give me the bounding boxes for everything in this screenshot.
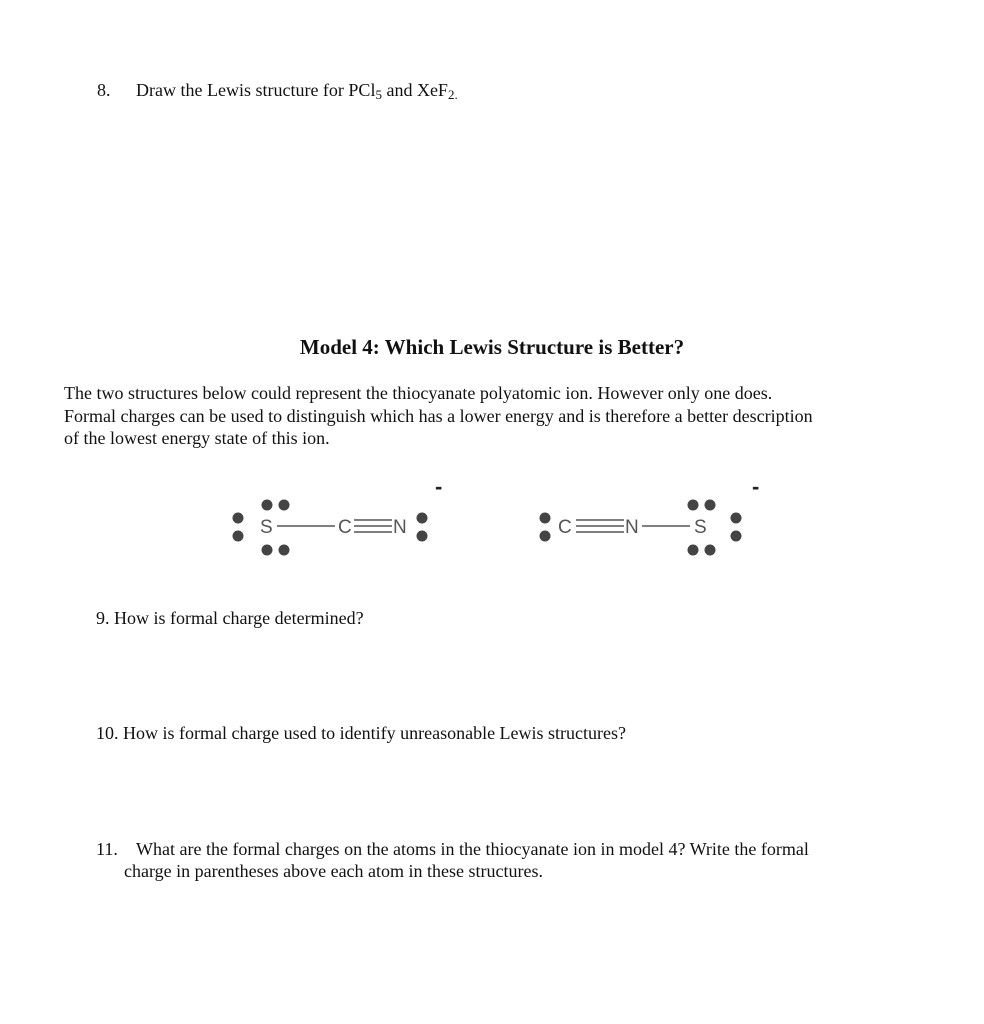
question-8-number: 8. [97,80,111,100]
question-10: 10. How is formal charge used to identify unreasonable Lewis structures? [96,723,627,743]
structure-2-atom-c: C [558,517,572,538]
structure-1-atom-c: C [338,517,352,538]
question-8-sub-2: 2. [447,87,458,102]
question-11-line-1 [96,838,916,860]
structure-1-atom-s: S [260,517,273,538]
question-8-sub-5: 5 [375,87,382,102]
structure-2-triple-bond [576,520,624,532]
question-8-text-mid: and XeF [381,80,448,100]
structure-1-atom-n: N [393,517,407,538]
question-11-number: 11. [96,839,118,859]
question-11 [96,838,916,882]
lewis-structure-2 [540,474,760,556]
intro-line-3: of the lowest energy state of this ion. [64,428,330,448]
question-11-text-1: What are the formal charges on the atoms in the thiocyanate ion in model 4? Write the formal [136,839,809,859]
question-9: 9. How is formal charge determined? [96,608,364,628]
question-8-text: Draw the Lewis structure for PCl [136,80,376,100]
structure-1-charge: - [435,474,443,499]
structure-1-triple-bond [354,520,392,532]
question-11-line-2: charge in parentheses above each atom in these structures. [124,861,544,881]
intro-line-1: The two structures below could represent the thiocyanate polyatomic ion. However only one does. [64,383,773,403]
lewis-structure-1 [233,474,443,556]
intro-line-2: Formal charges can be used to distinguish which has a lower energy and is therefore a better description [64,405,813,426]
model-title: Model 4: Which Lewis Structure is Better? [299,335,685,359]
structure-2-atom-n: N [625,517,639,538]
structure-2-charge: - [752,474,760,499]
structure-2-atom-s: S [694,517,707,538]
